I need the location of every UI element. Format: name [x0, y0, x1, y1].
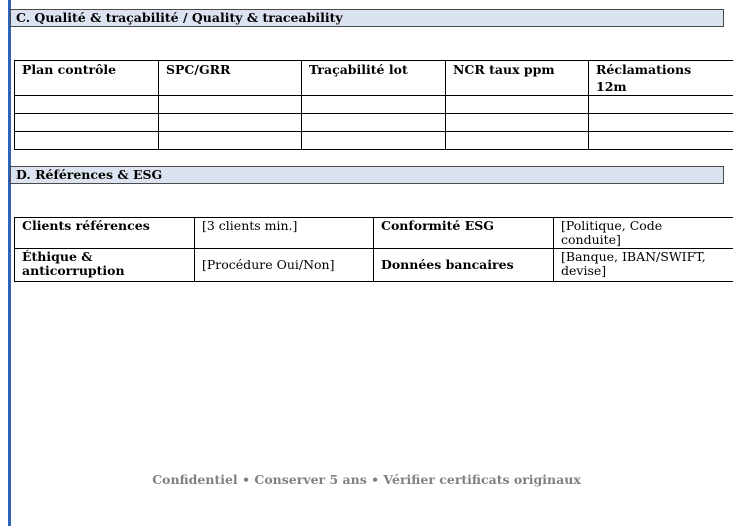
quality-traceability-table — [14, 60, 733, 150]
table-cell[interactable] — [302, 114, 446, 132]
column-header-plan-controle: Plan contrôle — [15, 61, 159, 96]
column-header-reclamations-12m: Réclamations 12m — [589, 61, 733, 96]
table-cell[interactable] — [446, 96, 589, 114]
field-donnees-bancaires[interactable]: [Banque, IBAN/SWIFT, devise] — [554, 249, 733, 282]
table-cell[interactable] — [589, 96, 733, 114]
table-cell[interactable] — [302, 132, 446, 150]
table-cell[interactable] — [302, 96, 446, 114]
label-conformite-esg: Conformité ESG — [374, 218, 554, 249]
field-ethique-anticorruption[interactable]: [Procédure Oui/Non] — [195, 249, 374, 282]
page-left-border — [8, 0, 11, 526]
table-cell[interactable] — [589, 132, 733, 150]
column-header-spc-grr: SPC/GRR — [159, 61, 302, 96]
table-cell[interactable] — [159, 114, 302, 132]
table-cell[interactable] — [446, 114, 589, 132]
column-header-ncr-taux-ppm: NCR taux ppm — [446, 61, 589, 96]
section-c-header: C. Qualité & traçabilité / Quality & traceability — [10, 9, 724, 27]
table-header-row — [15, 61, 733, 96]
table-row — [15, 114, 733, 132]
table-cell[interactable] — [159, 132, 302, 150]
field-clients-references[interactable]: [3 clients min.] — [195, 218, 374, 249]
label-clients-references: Clients références — [15, 218, 195, 249]
table-row — [15, 132, 733, 150]
label-ethique-anticorruption: Éthique & anticorruption — [15, 249, 195, 282]
table-cell[interactable] — [589, 114, 733, 132]
table-cell[interactable] — [15, 132, 159, 150]
label-donnees-bancaires: Données bancaires — [374, 249, 554, 282]
table-row — [15, 96, 733, 114]
table-row — [15, 249, 733, 282]
table-cell[interactable] — [15, 96, 159, 114]
field-conformite-esg[interactable]: [Politique, Code conduite] — [554, 218, 733, 249]
table-row — [15, 218, 733, 249]
footer-note: Confidentiel • Conserver 5 ans • Vérifier certificats originaux — [152, 472, 581, 487]
references-esg-table — [14, 217, 733, 282]
table-cell[interactable] — [15, 114, 159, 132]
column-header-tracabilite-lot: Traçabilité lot — [302, 61, 446, 96]
table-cell[interactable] — [446, 132, 589, 150]
table-cell[interactable] — [159, 96, 302, 114]
section-d-header: D. Références & ESG — [10, 166, 724, 184]
